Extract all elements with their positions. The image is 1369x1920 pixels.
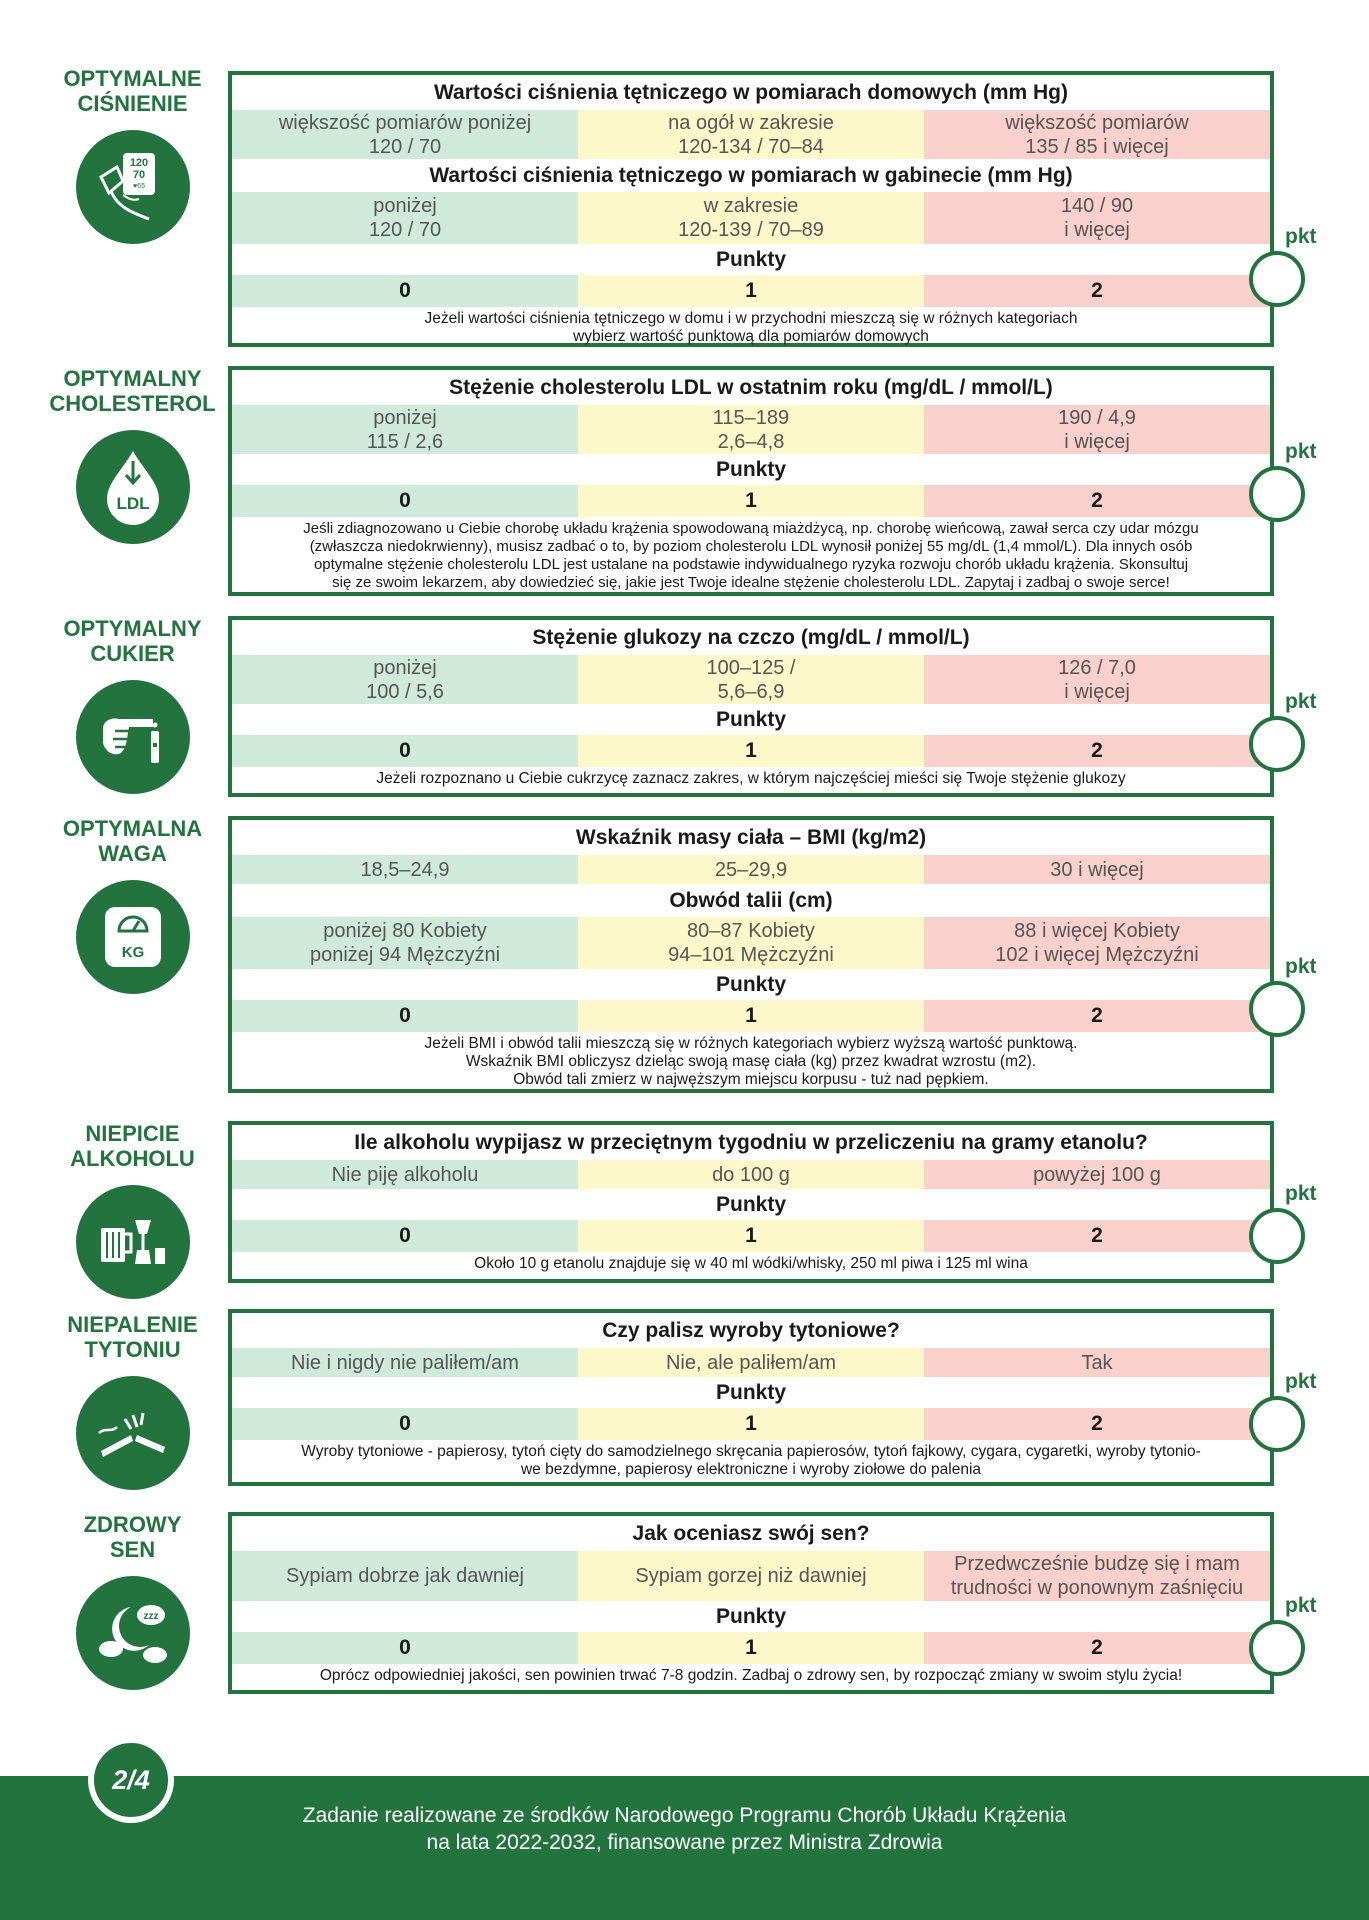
side-label	[40, 1312, 225, 1490]
ldl-elevated: 115–189 2,6–4,8	[578, 405, 924, 454]
points-1[interactable]: 1	[578, 1408, 924, 1440]
side-label	[40, 616, 225, 794]
side-title-line2: CIŚNIENIE	[77, 91, 188, 116]
side-title-line2: ALKOHOLU	[70, 1146, 195, 1171]
note: Jeżeli BMI i obwód talii mieszczą się w różnych kategoriach wybierz wyższą wartość punktową. Wskaźnik BMI obliczysz dzieląc swoją masę ciała (kg) przez kwadrat wzrostu (m2). Obwód tali zmierz w najwęższym miejscu korpusu - tuż nad pępkiem.	[424, 1035, 1078, 1088]
side-title-line2: TYTONIU	[84, 1337, 181, 1362]
glucose-optimal: poniżej 100 / 5,6	[232, 655, 578, 704]
pkt-label: pkt	[1285, 1370, 1317, 1393]
points-0[interactable]: 0	[232, 1408, 578, 1440]
tobacco-current: Tak	[924, 1348, 1270, 1377]
office-high: 140 / 90 i więcej	[924, 192, 1270, 244]
points-label: Punkty	[715, 458, 786, 481]
home-header: Wartości ciśnienia tętniczego w pomiarach domowych (mm Hg)	[434, 81, 1068, 104]
side-label	[40, 1121, 225, 1299]
points-label: Punkty	[715, 973, 786, 996]
points-label: Punkty	[715, 1381, 786, 1404]
points-2[interactable]: 2	[924, 735, 1270, 767]
note: Około 10 g etanolu znajduje się w 40 ml wódki/whisky, 250 ml piwa i 125 ml wina	[474, 1255, 1028, 1272]
points-2[interactable]: 2	[924, 1408, 1270, 1440]
points-0[interactable]: 0	[232, 1632, 578, 1664]
bmi-obese: 30 i więcej	[924, 855, 1270, 884]
ldl-optimal: poniżej 115 / 2,6	[232, 405, 578, 454]
ldl-icon-text: LDL	[115, 494, 150, 513]
glucose-elevated: 100–125 / 5,6–6,9	[578, 655, 924, 704]
side-title-line2: CHOLESTEROL	[49, 391, 216, 416]
alcohol-icon	[76, 1185, 190, 1299]
pkt-label: pkt	[1285, 690, 1317, 713]
side-title-line1: OPTYMALNE	[63, 66, 202, 91]
points-label: Punkty	[715, 1193, 786, 1216]
sleep-good: Sypiam dobrze jak dawniej	[232, 1551, 578, 1601]
glucose-table	[228, 616, 1274, 797]
points-label: Punkty	[715, 248, 786, 271]
side-label	[40, 66, 225, 244]
glucose-header: Stężenie glukozy na czczo (mg/dL / mmol/L)	[532, 626, 970, 649]
bp-icon-pulse: ♥65	[132, 183, 145, 190]
side-title-line2: CUKIER	[90, 641, 175, 666]
tobacco-table	[228, 1309, 1274, 1486]
bmi-optimal: 18,5–24,9	[232, 855, 578, 884]
blood-pressure-table	[228, 71, 1274, 347]
points-2[interactable]: 2	[924, 485, 1270, 517]
glucose-high: 126 / 7,0 i więcej	[924, 655, 1270, 704]
bmi-overweight: 25–29,9	[578, 855, 924, 884]
sleep-poor: Przedwcześnie budzę się i mam trudności w ponownym zaśnięciu	[924, 1551, 1270, 1601]
points-1[interactable]: 1	[578, 1632, 924, 1664]
score-circle[interactable]	[1249, 466, 1305, 522]
waist-high: 88 i więcej Kobiety 102 i więcej Mężczyźni	[924, 917, 1270, 969]
side-label	[40, 1512, 225, 1690]
points-2[interactable]: 2	[924, 1000, 1270, 1032]
points-2[interactable]: 2	[924, 1632, 1270, 1664]
alcohol-table	[228, 1121, 1274, 1283]
home-optimal: większość pomiarów poniżej 120 / 70	[232, 110, 578, 159]
footer-line1: Zadanie realizowane ze środków Narodowego Programu Chorób Układu Krążenia	[302, 1804, 1067, 1827]
home-high: większość pomiarów 135 / 85 i więcej	[924, 110, 1270, 159]
page-number-badge: 2/4	[88, 1737, 174, 1823]
waist-elevated: 80–87 Kobiety 94–101 Mężczyźni	[578, 917, 924, 969]
points-1[interactable]: 1	[578, 1000, 924, 1032]
home-normal: na ogół w zakresie 120-134 / 70–84	[578, 110, 924, 159]
side-title-line1: OPTYMALNY	[63, 366, 202, 391]
points-1[interactable]: 1	[578, 735, 924, 767]
bp-icon-dia: 70	[132, 169, 145, 181]
bp-icon-sys: 120	[129, 157, 148, 169]
side-title-line2: SEN	[109, 1537, 156, 1562]
scale-icon	[76, 880, 190, 994]
pkt-label: pkt	[1285, 1594, 1317, 1617]
cholesterol-header: Stężenie cholesterolu LDL w ostatnim roku (mg/dL / mmol/L)	[449, 376, 1053, 399]
sleep-icon-text: zzz	[143, 1611, 158, 1622]
waist-header: Obwód talii (cm)	[669, 889, 833, 912]
blood-pressure-icon	[76, 130, 190, 244]
score-circle[interactable]	[1249, 251, 1305, 307]
bmi-header: Wskaźnik masy ciała – BMI (kg/m2)	[575, 826, 927, 849]
points-1[interactable]: 1	[578, 275, 924, 307]
alcohol-header: Ile alkoholu wypijasz w przeciętnym tygodniu w przeliczeniu na gramy etanolu?	[354, 1131, 1148, 1154]
note: Oprócz odpowiedniej jakości, sen powinien trwać 7-8 godzin. Zadbaj o zdrowy sen, by rozpocząć zmiany w swoim stylu życia!	[319, 1667, 1183, 1684]
weight-table	[228, 816, 1274, 1093]
score-circle[interactable]	[1249, 716, 1305, 772]
score-circle[interactable]	[1249, 1208, 1305, 1264]
footer-text	[0, 1802, 1369, 1856]
pkt-label: pkt	[1285, 440, 1317, 463]
side-label	[40, 816, 225, 994]
points-2[interactable]: 2	[924, 1220, 1270, 1252]
points-0[interactable]: 0	[232, 275, 578, 307]
points-label: Punkty	[715, 708, 786, 731]
tobacco-never: Nie i nigdy nie paliłem/am	[232, 1348, 578, 1377]
footer-line2: na lata 2022-2032, finansowane przez Ministra Zdrowia	[426, 1831, 943, 1854]
score-circle[interactable]	[1249, 1396, 1305, 1452]
office-normal: w zakresie 120-139 / 70–89	[578, 192, 924, 244]
side-title-line2: WAGA	[98, 841, 167, 866]
note: Jeśli zdiagnozowano u Ciebie chorobę układu krążenia spowodowaną miażdżycą, np. chorobę wieńcową, zawał serca czy udar mózgu (zwłaszcza niedokrwienny), musisz zadbać o to, by poziom cholesterolu LDL wynosił poniżej 55 mg/dL (1,4 mmol/L). Dla innych osób optymalne stężenie cholesterolu LDL jest ustalane na podstawie indywidualnego ryzyka rozwoju chorób układu krążenia. Skonsultuj się ze swoim lekarzem, aby dowiedzieć się, jakie jest Twoje idealne stężenie cholesterolu LDL. Zapytaj i zadbaj o swoje serce!	[303, 520, 1199, 591]
sleep-header: Jak oceniasz swój sen?	[632, 1522, 870, 1545]
score-circle[interactable]	[1249, 981, 1305, 1037]
side-title-line1: NIEPICIE	[85, 1121, 180, 1146]
waist-optimal: poniżej 80 Kobiety poniżej 94 Mężczyźni	[232, 917, 578, 969]
scale-icon-text: KG	[121, 944, 144, 961]
pkt-label: pkt	[1285, 225, 1317, 248]
glucose-test-icon	[76, 680, 190, 794]
sleep-moon-icon	[76, 1576, 190, 1690]
sleep-worse: Sypiam gorzej niż dawniej	[578, 1551, 924, 1601]
points-0[interactable]: 0	[232, 485, 578, 517]
points-0[interactable]: 0	[232, 735, 578, 767]
pkt-label: pkt	[1285, 955, 1317, 978]
pkt-label: pkt	[1285, 1182, 1317, 1205]
score-circle[interactable]	[1249, 1620, 1305, 1676]
office-optimal: poniżej 120 / 70	[232, 192, 578, 244]
points-1[interactable]: 1	[578, 1220, 924, 1252]
points-1[interactable]: 1	[578, 485, 924, 517]
side-title-line1: OPTYMALNY	[63, 616, 202, 641]
side-title-line1: OPTYMALNA	[62, 816, 203, 841]
alcohol-none: Nie piję alkoholu	[232, 1160, 578, 1189]
ldl-high: 190 / 4,9 i więcej	[924, 405, 1270, 454]
points-label: Punkty	[715, 1605, 786, 1628]
side-title-line1: NIEPALENIE	[67, 1312, 198, 1337]
alcohol-high: powyżej 100 g	[924, 1160, 1270, 1189]
side-title-line1: ZDROWY	[83, 1512, 182, 1537]
broken-cigarette-icon	[76, 1376, 190, 1490]
office-header: Wartości ciśnienia tętniczego w pomiarach w gabinecie (mm Hg)	[429, 164, 1073, 187]
points-2[interactable]: 2	[924, 275, 1270, 307]
sleep-table	[228, 1512, 1274, 1694]
note: Jeżeli rozpoznano u Ciebie cukrzycę zaznacz zakres, w którym najczęściej mieści się Twoje stężenie glukozy	[376, 770, 1126, 787]
points-0[interactable]: 0	[232, 1220, 578, 1252]
side-label	[40, 366, 225, 544]
tobacco-former: Nie, ale paliłem/am	[578, 1348, 924, 1377]
tobacco-header: Czy palisz wyroby tytoniowe?	[602, 1319, 900, 1342]
note: Wyroby tytoniowe - papierosy, tytoń cięty do samodzielnego skręcania papierosów, tytoń fajkowy, cygara, cygaretki, wyroby tytonio- we bezdymne, papierosy elektroniczne i wyroby ziołowe do palenia	[301, 1443, 1201, 1478]
points-0[interactable]: 0	[232, 1000, 578, 1032]
alcohol-moderate: do 100 g	[578, 1160, 924, 1189]
ldl-drop-icon	[76, 430, 190, 544]
cholesterol-table	[228, 366, 1274, 596]
note: Jeżeli wartości ciśnienia tętniczego w domu i w przychodni mieszczą się w różnych kategoriach wybierz wartość punktową dla pomiarów domowych	[424, 310, 1078, 345]
